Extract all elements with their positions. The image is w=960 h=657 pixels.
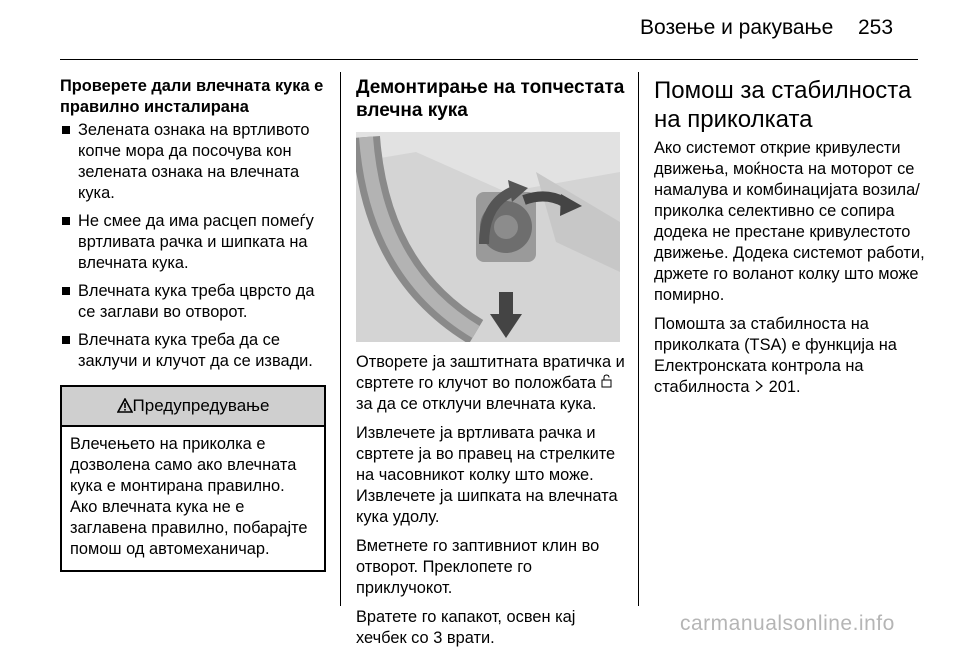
page-reference-link[interactable]: 201. bbox=[768, 378, 801, 396]
unlock-paragraph: Отворете ја заштитната вратичка и свртете го клучот во положбата за да се отклучи влечната кука. bbox=[356, 353, 625, 413]
towbar-removal-diagram bbox=[356, 132, 620, 342]
watermark: carmanualsonline.info bbox=[680, 612, 895, 635]
check-installation-subheading: Проверете дали влечната кука е правилно инсталирана bbox=[60, 77, 324, 116]
list-item: Влечната кука треба да се заклучи и клучот да се извади. bbox=[60, 330, 326, 372]
square-bullet-icon bbox=[62, 336, 70, 344]
warning-text: Влечењето на приколка е дозволена само ако влечната кука е монтирана правилно. Ако влечната кука не е заглавена правилно, побарајте помош од автомеханичар. bbox=[70, 435, 308, 558]
check-list bbox=[60, 120, 326, 372]
warning-triangle-icon bbox=[117, 398, 133, 413]
warning-box bbox=[60, 385, 326, 572]
list-item: Влечната кука треба цврсто да се заглави во отворот. bbox=[60, 281, 326, 323]
square-bullet-icon bbox=[62, 287, 70, 295]
header-divider bbox=[60, 59, 918, 60]
list-item: Не смее да има расцеп помеѓу вртливата рачка и шипката на влечната кука. bbox=[60, 211, 326, 274]
tsa-function-paragraph: Помошта за стабилноста на приколката (TSA) е функција на Електронската контрола на стабилноста 201. bbox=[654, 315, 897, 396]
padlock-open-icon bbox=[601, 373, 612, 394]
trailer-stability-heading: Помош за стабилноста на приколката bbox=[654, 77, 912, 133]
column-divider-2 bbox=[638, 72, 639, 606]
insert-plug-paragraph: Вметнете го заптивниот клин во отворот. Преклопете го приклучокот. bbox=[356, 537, 600, 597]
column-divider-1 bbox=[340, 72, 341, 606]
square-bullet-icon bbox=[62, 217, 70, 225]
page-header-title: Возење и ракување bbox=[640, 16, 834, 39]
column-2 bbox=[356, 76, 628, 657]
warning-header bbox=[62, 387, 324, 427]
column-3 bbox=[654, 76, 928, 406]
list-item: Зелената ознака на вртливото копче мора да посочува кон зелената ознака на влечната кука. bbox=[60, 120, 326, 204]
tsa-description-paragraph: Ако системот открие кривулести движења, моќноста на моторот се намалува и комбинацијата возила/приколка селективно се сопира додека не престане кривулестото движење. Додека системот работи, држете го воланот колку што може помирно. bbox=[654, 139, 925, 304]
page-reference-arrow-icon bbox=[754, 377, 764, 398]
column-1 bbox=[60, 76, 326, 572]
towbar-illustration bbox=[356, 132, 620, 342]
square-bullet-icon bbox=[62, 126, 70, 134]
pull-rotate-paragraph: Извлечете ја вртливата рачка и свртете ја во правец на стрелките на часовникот колку што може. Извлечете ја шипката на влечната кука удолу. bbox=[356, 424, 618, 526]
warning-title: Предупредување bbox=[132, 396, 270, 415]
removal-heading: Демонтирање на топчестата влечна кука bbox=[356, 77, 625, 121]
page-number: 253 bbox=[858, 16, 894, 39]
replace-cover-paragraph: Вратете го капакот, освен кај хечбек со 3 врати. bbox=[356, 608, 576, 647]
